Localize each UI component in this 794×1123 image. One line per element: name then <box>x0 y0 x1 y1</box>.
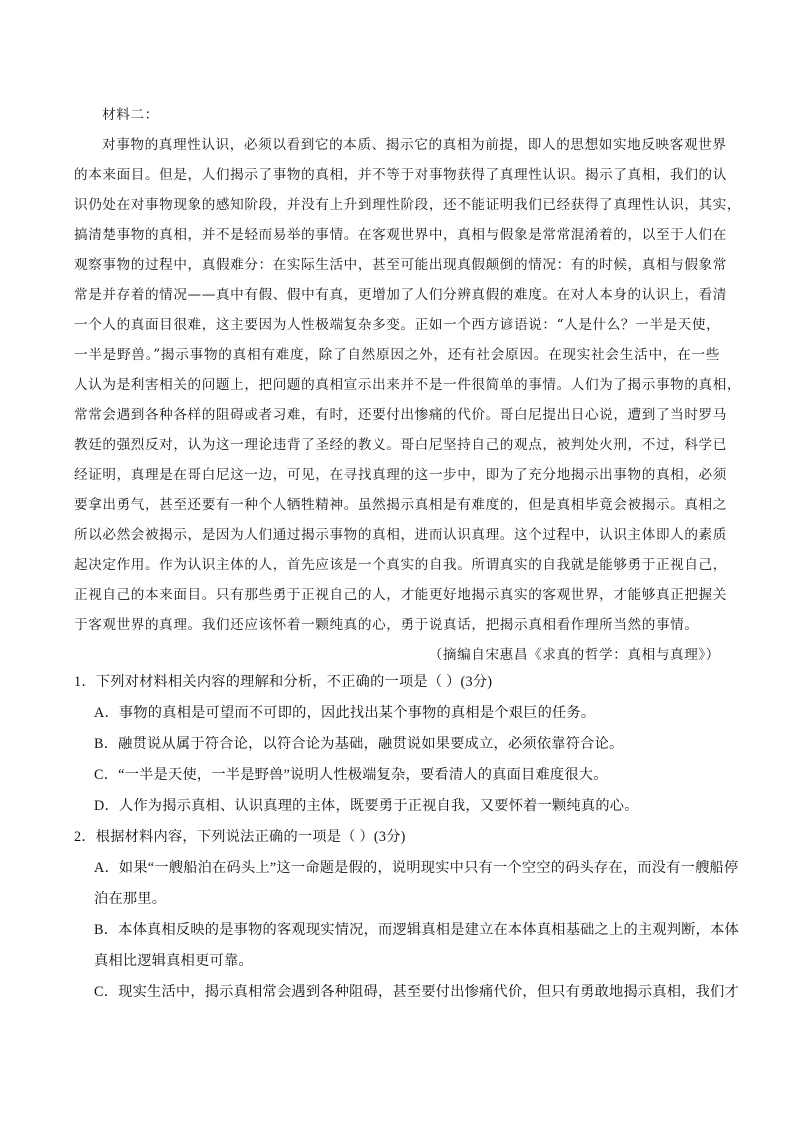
passage-line: 经证明，真理是在哥白尼这一边，可见，在寻找真理的这一步中，即为了充分地揭示出事物的真相，必须 <box>74 467 727 483</box>
passage-line: 观察事物的过程中，真假难分：在实际生活中，甚至可能出现真假颠倒的情况：有的时候，真相与假象常 <box>74 257 727 273</box>
passage-line: 对事物的真理性认识，必须以看到它的本质、揭示它的真相为前提，即人的思想如实地反映客观世界 <box>102 137 727 153</box>
passage-line: 搞清楚事物的真相，并不是轻而易举的事情。在客观世界中，真相与假象是常常混淆着的，以至于人们在 <box>74 227 727 243</box>
passage-line: 的本来面目。但是，人们揭示了事物的真相，并不等于对事物获得了真理性认识。揭示了真相，我们的认 <box>74 167 727 183</box>
question-1-option-a: A．事物的真相是可望而不可即的，因此找出某个事物的真相是个艰巨的任务。 <box>94 705 596 721</box>
passage-line: 一个人的真面目很难，这主要因为人性极端复杂多变。正如一个西方谚语说：“人是什么？一半是天使， <box>74 317 721 333</box>
passage-line: 常常会遇到各种各样的阻碍或者习难，有时，还要付出惨痛的代价。哥白尼提出日心说，遭到了当时罗马 <box>74 407 727 423</box>
passage-line: 于客观世界的真理。我们还应该怀着一颗纯真的心，勇于说真话，把揭示真相看作理所当然的事情。 <box>74 617 699 633</box>
question-1-option-d: D．人作为揭示真相、认识真理的主体，既要勇于正视自我，又要怀着一颗纯真的心。 <box>94 798 639 814</box>
passage-line: 起决定作用。作为认识主体的人，首先应该是一个真实的自我。所谓真实的自我就是能够勇于正视自己， <box>74 557 727 573</box>
question-1-option-b: B．融贯说从属于符合论，以符合论为基础，融贯说如果要成立，必须依靠符合论。 <box>94 736 624 752</box>
question-2-option-c: C．现实生活中，揭示真相常会遇到各种阻碍，甚至要付出惨痛代价，但只有勇敢地揭示真相，我们才 <box>94 984 739 1000</box>
passage-line: 要拿出勇气，甚至还要有一种个人牺牲精神。虽然揭示真相是有难度的，但是真相毕竟会被揭示。真相之 <box>74 497 727 513</box>
passage-line: 一半是野兽。”揭示事物的真相有难度，除了自然原因之外，还有社会原因。在现实社会生活中，在一些 <box>74 347 720 363</box>
question-2-option-b-cont: 真相比逻辑真相更可靠。 <box>94 953 253 969</box>
question-2-option-b: B．本体真相反映的是事物的客观现实情况，而逻辑真相是建立在本体真相基础之上的主观判断，本体 <box>94 922 739 938</box>
passage-line: 人认为是利害相关的问题上，把问题的真相宣示出来并不是一件很简单的事情。人们为了揭示事物的真相， <box>74 377 742 393</box>
question-2-option-a-cont: 泊在那里。 <box>94 891 167 907</box>
passage-line: 识仍处在对事物现象的感知阶段，并没有上升到理性阶段，还不能证明我们已经获得了真理性认识，其实， <box>74 197 742 213</box>
passage-line: 教廷的强烈反对，认为这一理论违背了圣经的教义。哥白尼坚持自己的观点，被判处火刑，不过，科学已 <box>74 437 727 453</box>
source-citation: （摘编自宋惠昌《求真的哲学：真相与真理》） <box>428 647 720 663</box>
passage-line: 所以必然会被揭示，是因为人们通过揭示事物的真相，进而认识真理。这个过程中，认识主体即人的素质 <box>74 527 727 543</box>
passage-line: 常是并存着的情况——真中有假、假中有真，更增加了人们分辨真假的难度。在对人本身的认识上，看清 <box>74 287 727 303</box>
question-1-option-c: C．“一半是天使，一半是野兽”说明人性极端复杂，要看清人的真面目难度很大。 <box>94 767 608 783</box>
question-2-stem: 2．根据材料内容，下列说法正确的一项是（ ）(3分) <box>74 829 406 845</box>
question-2-option-a: A．如果“一艘船泊在码头上”这一命题是假的，说明现实中只有一个空空的码头存在，而没有一艘船停 <box>94 860 739 876</box>
passage-line: 正视自己的本来面目。只有那些勇于正视自己的人，才能更好地揭示真实的客观世界，才能够真正把握关 <box>74 587 727 603</box>
question-1-stem: 1．下列对材料相关内容的理解和分析，不正确的一项是（ ）(3分) <box>74 674 493 690</box>
material-heading: 材料二： <box>102 107 159 123</box>
